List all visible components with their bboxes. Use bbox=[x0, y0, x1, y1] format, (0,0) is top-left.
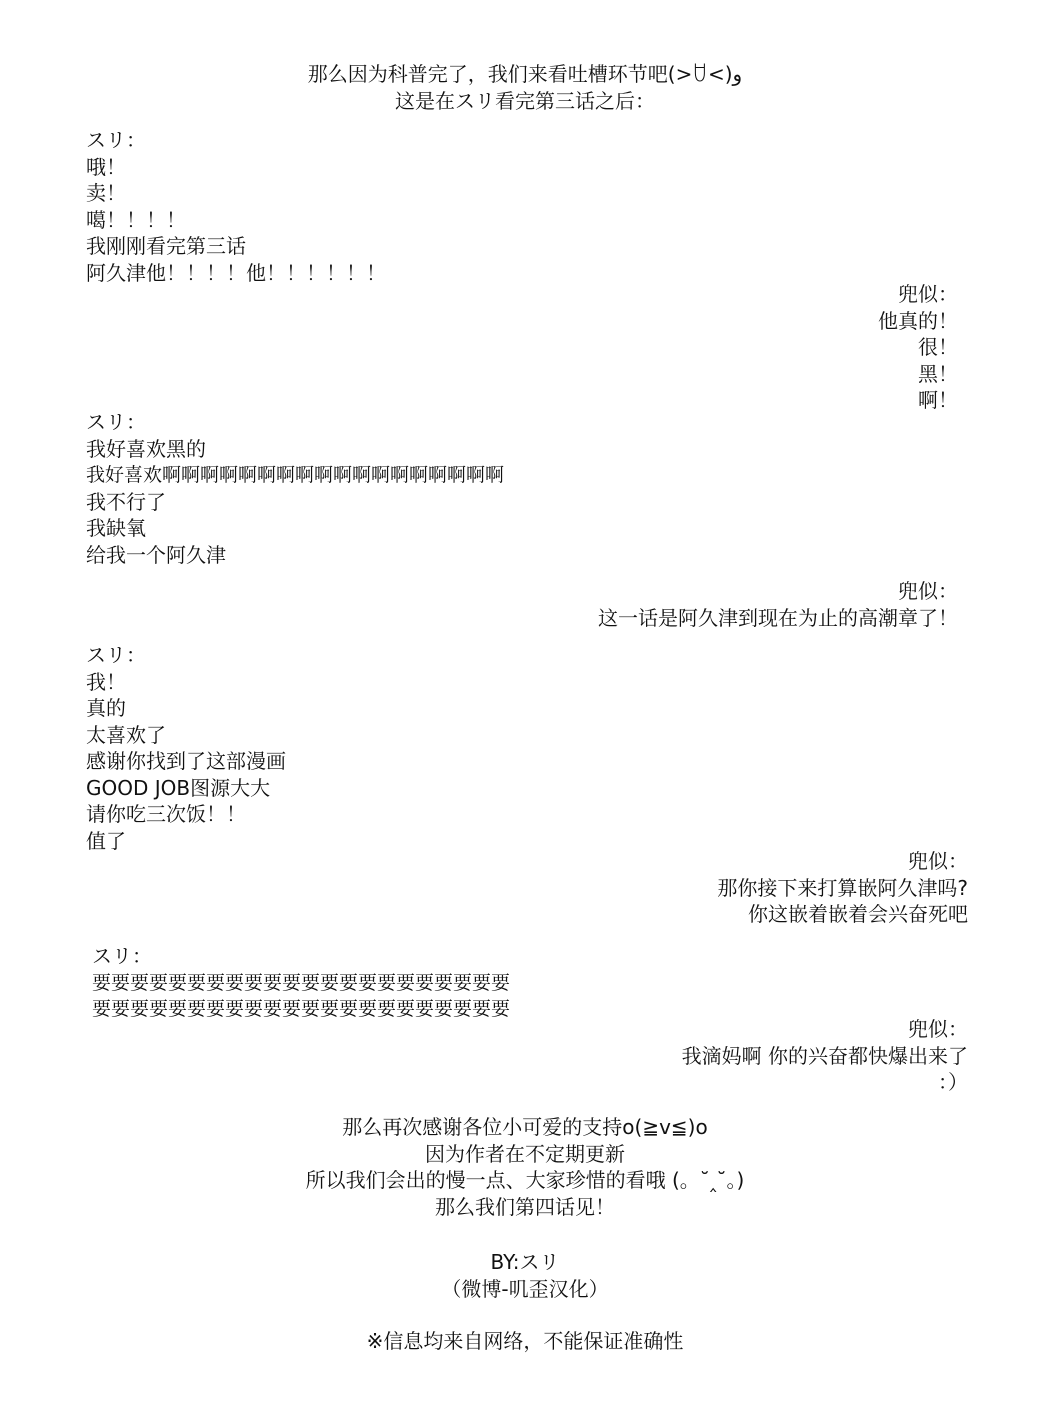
dialogue-line: 他真的！ bbox=[878, 308, 958, 333]
outro-line: 那么我们第四话见！ bbox=[435, 1194, 615, 1219]
dialogue-line: 哦！ bbox=[86, 154, 126, 179]
dialogue-block-dousi bbox=[682, 1016, 968, 1096]
dialogue-line: 我滴妈啊 你的兴奋都快爆出来了 bbox=[681, 1043, 968, 1068]
dialogue-line: 太喜欢了 bbox=[86, 722, 166, 747]
dialogue-line: 这一话是阿久津到现在为止的高潮章了！ bbox=[598, 605, 958, 630]
dialogue-line: 我好喜欢黑的 bbox=[86, 436, 206, 461]
intro bbox=[0, 61, 1050, 114]
dialogue-line: 值了 bbox=[86, 828, 126, 853]
speaker-label: 兜似： bbox=[898, 579, 958, 603]
dialogue-line: 我不行了 bbox=[86, 489, 166, 514]
credit bbox=[0, 1249, 1050, 1302]
outro-line: 因为作者在不定期更新 bbox=[425, 1141, 625, 1166]
dialogue-line: 噶！！！！ bbox=[86, 207, 186, 232]
dialogue-line: 阿久津他！！！！他！！！！！！ bbox=[86, 260, 386, 285]
disclaimer bbox=[0, 1328, 1050, 1355]
dialogue-line: 要要要要要要要要要要要要要要要要要要要要要要 bbox=[92, 998, 511, 1020]
speaker-label: 兜似： bbox=[898, 282, 958, 306]
dialogue-line: 感谢你找到了这部漫画 bbox=[86, 749, 286, 773]
credit-by: BY:スリ bbox=[490, 1250, 560, 1274]
dialogue-line: 要要要要要要要要要要要要要要要要要要要要要要 bbox=[92, 971, 511, 994]
dialogue-line: 我！ bbox=[86, 669, 126, 694]
dialogue-line: 很！ bbox=[918, 335, 958, 359]
dialogue-block-suri bbox=[86, 642, 286, 854]
speaker-label: 兜似： bbox=[908, 1017, 968, 1041]
disclaimer-text: ※信息均来自网络，不能保证准确性 bbox=[366, 1329, 684, 1353]
dialogue-line: 你这嵌着嵌着会兴奋死吧 bbox=[748, 902, 968, 926]
speaker-label: スリ： bbox=[86, 128, 146, 152]
dialogue-block-suri bbox=[92, 943, 510, 1023]
dialogue-line: 黑！ bbox=[918, 361, 958, 386]
outro-line: 那么再次感谢各位小可爱的支持o(≧v≦)o bbox=[342, 1115, 708, 1139]
dialogue-block-dousi bbox=[878, 281, 958, 414]
dialogue-line: GOOD JOB图源大大 bbox=[86, 775, 271, 800]
dialogue-block-suri bbox=[86, 127, 386, 286]
dialogue-line: 真的 bbox=[86, 696, 126, 720]
dialogue-block-dousi bbox=[717, 848, 968, 928]
dialogue-line: 我好喜欢啊啊啊啊啊啊啊啊啊啊啊啊啊啊啊啊啊啊 bbox=[86, 464, 505, 486]
dialogue-line: 请你吃三次饭！！ bbox=[86, 802, 246, 826]
speaker-label: スリ： bbox=[86, 410, 146, 434]
dialogue-line: 给我一个阿久津 bbox=[86, 542, 226, 567]
speaker-label: スリ： bbox=[86, 643, 146, 667]
dialogue-line: 那你接下来打算嵌阿久津吗? bbox=[717, 875, 968, 900]
outro bbox=[0, 1114, 1050, 1220]
dialogue-line: 我刚刚看完第三话 bbox=[86, 234, 246, 258]
dialogue-line: 我缺氧 bbox=[86, 516, 146, 540]
dialogue-block-suri bbox=[86, 409, 504, 568]
dialogue-line: 啊！ bbox=[918, 388, 958, 412]
intro-line: 那么因为科普完了，我们来看吐槽环节吧(>ꇴ<)و bbox=[307, 62, 743, 86]
speaker-label: スリ： bbox=[92, 944, 152, 968]
outro-line: 所以我们会出的慢一点、大家珍惜的看哦 (。˘‸˘。) bbox=[305, 1168, 745, 1192]
dialogue-line: ：） bbox=[938, 1070, 968, 1094]
dialogue-block-dousi bbox=[598, 578, 958, 631]
credit-weibo: （微博-叽歪汉化） bbox=[441, 1276, 609, 1301]
intro-line: 这是在スリ看完第三话之后： bbox=[395, 88, 655, 113]
speaker-label: 兜似： bbox=[908, 849, 968, 873]
dialogue-line: 卖！ bbox=[86, 181, 126, 205]
